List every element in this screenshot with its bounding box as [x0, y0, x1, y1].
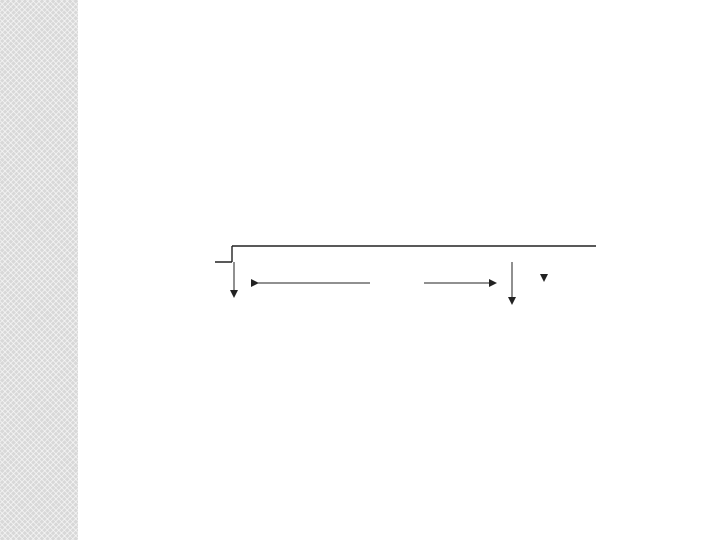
stop-marker — [540, 274, 548, 282]
octeto-mask — [370, 276, 424, 290]
